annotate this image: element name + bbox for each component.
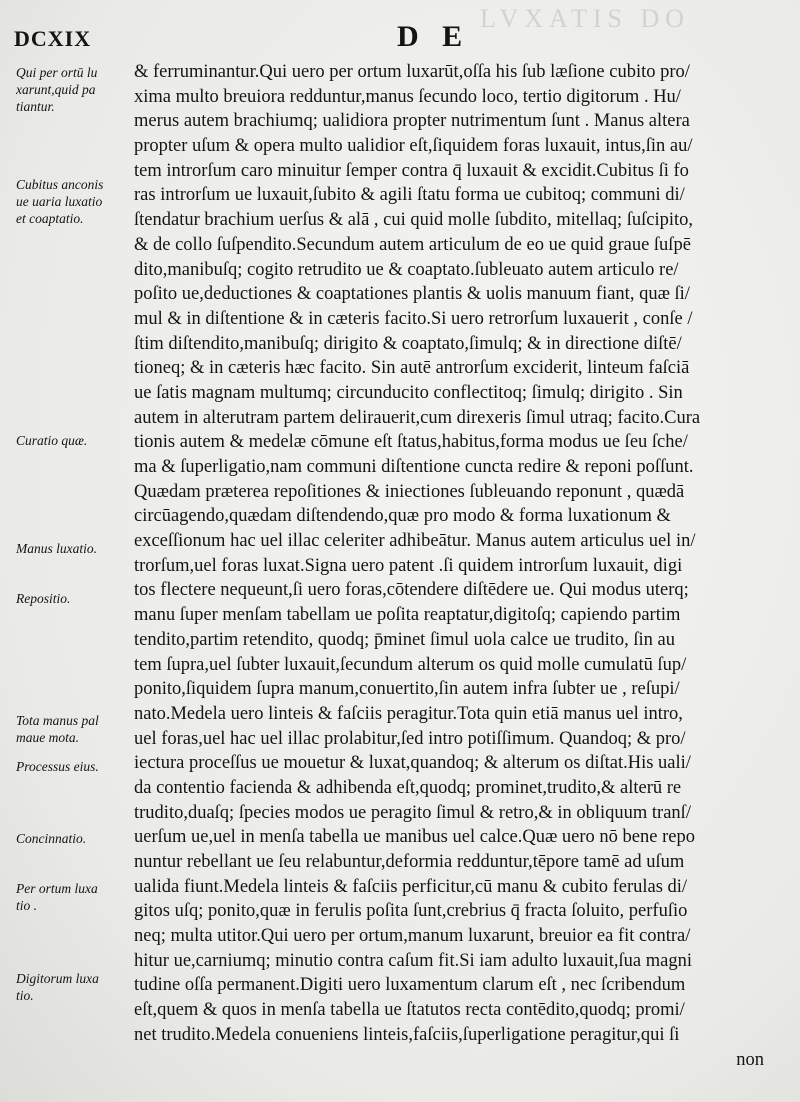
margin-note-5 (16, 590, 126, 607)
margin-note-line: Cubitus anconis (16, 177, 104, 192)
text-line: tendito,partim retendito, quodq; p̄minet ſimul uola calce ue trudito, ſin au (134, 629, 675, 650)
text-line: exceſſionum hac uel illac celeriter adhibeātur. Manus autem articulus uel in/ (134, 531, 696, 552)
text-line: mul & in diſtentione & in cæteris facito.Si uero retrorſum luxauerit , conſe / (134, 308, 693, 329)
margin-note-line: Concinnatio. (16, 831, 87, 846)
main-text-block (134, 60, 784, 1072)
margin-note-line: ue uaria luxatio (16, 194, 103, 209)
margin-note-1 (16, 64, 126, 115)
text-line: neq; multa utitor.Qui uero per ortum,manum luxarunt, breuior ea fit contra/ (134, 926, 691, 947)
margin-note-line: xarunt,quid pa (16, 82, 96, 97)
running-head: D E (397, 20, 471, 53)
text-line: hitur ue,carniumq; minutio contra caſum fit.Si iam adulto luxauit,ſua magni (134, 950, 692, 971)
margin-note-line: Manus luxatio. (16, 541, 97, 556)
text-line: ue ſatis magnam multumq; circunducito conflectitoq; ſimulq; dirigito . Sin (134, 382, 683, 403)
text-line: ualida fiunt.Medela linteis & faſciis perficitur,cū manu & cubito ferulas di/ (134, 876, 688, 897)
margin-note-4 (16, 540, 126, 557)
text-line: merus autem brachiumq; ualidiora propter nutrimentum ſunt . Manus altera (134, 111, 690, 132)
text-line: uel foras,uel hac uel illac prolabitur,ſed intro potiſſimum. Quandoq; & pro/ (134, 728, 686, 749)
bleed-through-text: LVXATIS DO (480, 4, 690, 33)
margin-note-10 (16, 970, 126, 1004)
text-line: gitos uſq; ponito,quæ in ferulis poſita ſunt,crebrius q̄ fracta ſoluito, perfuſio (134, 901, 688, 922)
text-line: Quædam præterea repoſitiones & iniectiones ſubleuando reponunt , quædā (134, 481, 685, 502)
text-line: & ferruminantur.Qui uero per ortum luxarūt,oſſa his ſub læſione cubito pro/ (134, 62, 690, 82)
text-line: & de collo ſuſpendito.Secundum autem articulum de eo ue quid graue ſuſpē (134, 234, 691, 255)
text-line: eſt,quem & quos in menſa tabella ue ſtatutos recta contēdito,quodq; promi/ (134, 1000, 685, 1021)
margin-note-line: Per ortum luxa (16, 881, 98, 896)
margin-note-line: Curatio quæ. (16, 433, 88, 448)
text-line: tudine oſſa permanent.Digiti uero luxamentum clarum eſt , nec ſcribendum (134, 975, 686, 996)
margin-note-6 (16, 712, 126, 746)
text-line: net trudito.Medela conueniens linteis,faſciis,ſuperligatione peragitur,qui ſi (134, 1024, 680, 1045)
text-line: trudito,duaſq; ſpecies modos ue peragito ſimul & retro,& in obliquum tranſ/ (134, 802, 691, 823)
margin-note-line: tiantur. (16, 99, 55, 114)
text-line: ras introrſum ue luxauit,ſubito & agili ſtatu forma ue cubitoq; communi di/ (134, 185, 685, 206)
text-line: ponito,ſiquidem ſupra manum,conuertito,ſin autem infra ſubter ue , reſupi/ (134, 679, 680, 700)
margin-note-7 (16, 758, 126, 775)
text-line: nato.Medela uero linteis & faſciis peragitur.Tota quin etiā manus uel intro, (134, 703, 683, 724)
margin-note-line: Repositio. (16, 591, 71, 606)
catchword: non (736, 1049, 764, 1070)
text-line: trorſum,uel foras luxat.Signa uero patent .ſi quidem introrſum luxauit, digi (134, 555, 683, 576)
margin-note-line: Tota manus pal (16, 713, 99, 728)
margin-note-line: tio . (16, 898, 38, 913)
margin-note-8 (16, 830, 126, 847)
text-line: ma & ſuperligatio,nam communi diſtentione cuncta redire & reponi poſſunt. (134, 457, 694, 477)
margin-note-line: Processus eius. (16, 759, 99, 774)
text-line: dito,manibuſq; cogito retrudito ue & coaptato.ſubleuato autem articulo re/ (134, 259, 679, 280)
text-line: da contentio facienda & adhibenda eſt,quodq; prominet,trudito,& alterū re (134, 777, 682, 798)
text-line: autem in alterutram partem delirauerit,cum direxeris ſimul utraq; facito.Cura (134, 407, 701, 428)
text-line: tem introrſum caro minuitur ſemper contra q̄ luxauit & excidit.Cubitus ſi fo (134, 160, 689, 181)
folio-number: DCXIX (14, 26, 92, 51)
text-line: ſtendatur brachium uerſus & alā , cui quid molle ſubdito, mitellaq; ſuſcipito, (134, 210, 693, 231)
text-line: tioneq; & in cæteris hæc facito. Sin autē antrorſum exciderit, linteum faſciā (134, 358, 690, 379)
margin-note-line: maue mota. (16, 730, 79, 745)
text-line: tem ſupra,uel ſubter luxauit,ſecundum alterum os quid molle cumulatū ſup/ (134, 654, 687, 675)
margin-note-line: et coaptatio. (16, 211, 84, 226)
text-line: ſtim diſtendito,manibuſq; dirigito & coaptato,ſimulq; & in directione diſtē/ (134, 333, 682, 354)
text-line: xima multo breuiora redduntur,manus ſecundo loco, tertio digitorum . Hu/ (134, 86, 681, 107)
text-line: iectura proceſſus ue mouetur & luxat,quandoq; & alterum os diſtat.His uali/ (134, 753, 691, 774)
text-line: manu ſuper menſam tabellam ue poſita reaptatur,digitoſq; capiendo partim (134, 605, 681, 626)
margin-note-line: Qui per ortū lu (16, 65, 98, 80)
text-line: uerſum ue,uel in menſa tabella ue manibus uel calce.Quæ uero nō bene repo (134, 827, 695, 848)
text-line: poſito ue,deductiones & coaptationes plantis & uolis manuum fiant, quæ ſi/ (134, 284, 690, 305)
text-line: tionis autem & medelæ cōmune eſt ſtatus,habitus,forma modus ue ſeu ſche/ (134, 432, 688, 453)
text-line: tos flectere nequeunt,ſi uero foras,cōtendere diſtēdere ue. Qui modus uterq; (134, 580, 689, 601)
margin-note-3 (16, 432, 126, 449)
text-line: propter uſum & opera multo ualidior eſt,ſiquidem foras luxauit, intus,ſin au/ (134, 136, 693, 157)
margin-note-line: tio. (16, 988, 34, 1003)
margin-note-2 (16, 176, 126, 227)
margin-note-line: Digitorum luxa (16, 971, 99, 986)
text-line: circūagendo,quædam diſtendendo,quæ pro modo & forma luxationum & (134, 506, 671, 527)
margin-note-9 (16, 880, 126, 914)
text-line: nuntur rebellant ue ſeu relabuntur,deformia redduntur,tēpore tamē ad uſum (134, 852, 685, 872)
